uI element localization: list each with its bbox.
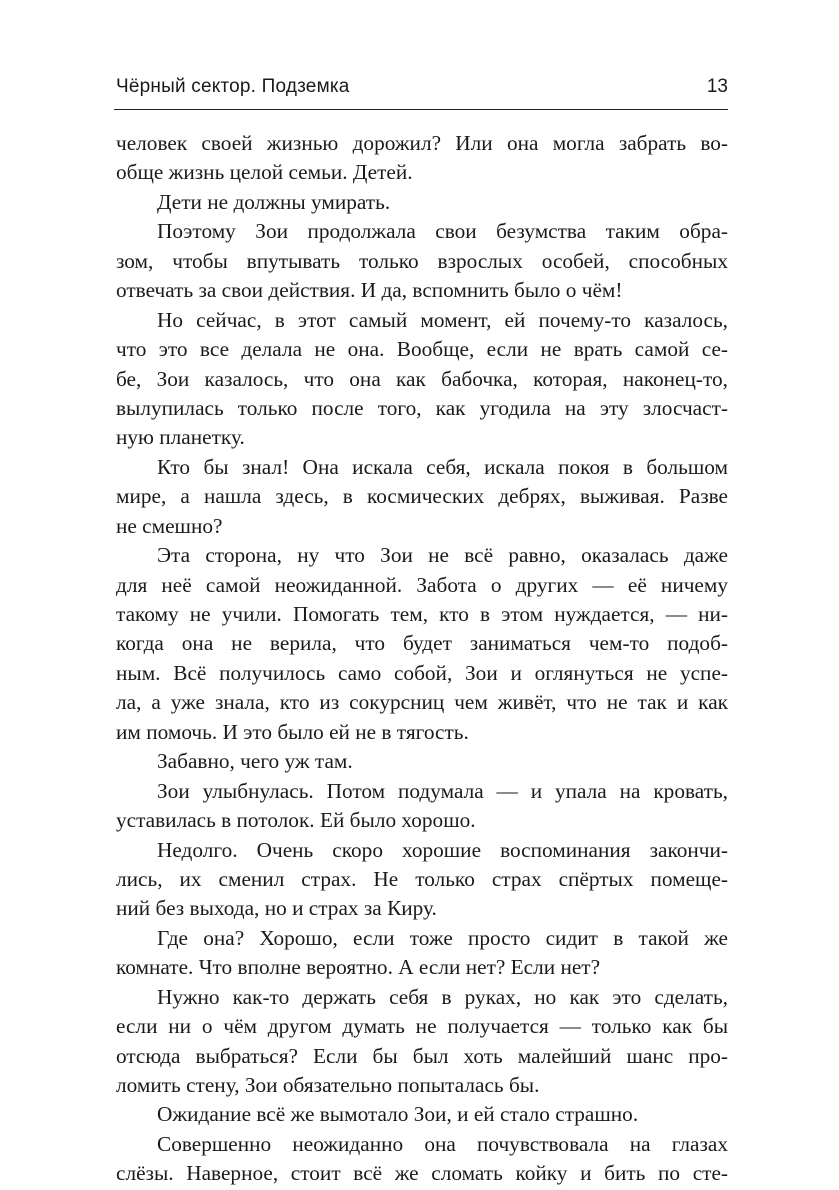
text-line: такому не учили. Помогать тем, кто в этом нуждается, — ни- xyxy=(116,602,728,626)
text-line: Где она? Хорошо, если тоже просто сидит в такой же xyxy=(157,925,728,950)
text-line: что это все делала не она. Вообще, если не врать самой се- xyxy=(116,337,728,362)
text-line: если ни о чём другом думать не получается — только как бы xyxy=(116,1014,728,1039)
text-line: комнате. Что вполне вероятно. А если нет? Если нет? xyxy=(116,955,601,980)
text-line: Ожидание всё же вымотало Зои, и ей стало страшно. xyxy=(157,1102,639,1127)
text-line: обще жизнь целой семьи. Детей. xyxy=(116,160,413,185)
text-line: Недолго. Очень скоро хорошие воспоминания закончи- xyxy=(157,837,728,862)
text-line: когда она не верила, что будет заниматься чем-то подоб- xyxy=(116,631,728,656)
text-line: им помочь. И это было ей не в тягость. xyxy=(116,719,469,744)
running-title: Чёрный сектор. Подземка xyxy=(116,76,350,97)
text-line: зом, чтобы впутывать только взрослых особей, способных xyxy=(116,248,728,273)
text-line: Но сейчас, в этот самый момент, ей почему-то казалось, xyxy=(157,307,728,332)
text-line: Зои улыбнулась. Потом подумала — и упала на кровать, xyxy=(157,778,728,803)
body-text xyxy=(116,129,728,1189)
text-line: лись, их сменил страх. Не только страх спёртых помеще- xyxy=(116,866,728,891)
page-number: 13 xyxy=(706,76,728,97)
text-line: не смешно? xyxy=(116,513,223,538)
text-line: Дети не должны умирать. xyxy=(157,189,391,214)
text-line: человек своей жизнью дорожил? Или она могла забрать во- xyxy=(116,131,728,155)
text-line: уставилась в потолок. Ей было хорошо. xyxy=(116,808,476,833)
running-header xyxy=(116,76,728,102)
text-line: ломить стену, Зои обязательно попыталась бы. xyxy=(116,1073,540,1097)
text-line: бе, Зои казалось, что она как бабочка, которая, наконец-то, xyxy=(116,366,728,391)
text-line: для неё самой неожиданной. Забота о других — её ничему xyxy=(116,572,728,597)
text-line: Совершенно неожиданно она почувствовала на глазах xyxy=(157,1131,728,1156)
text-line: Эта сторона, ну что Зои не всё равно, оказалась даже xyxy=(157,543,728,568)
text-line: ным. Всё получилось само собой, Зои и оглянуться не успе- xyxy=(116,660,728,685)
text-line: отсюда выбраться? Если бы был хоть малейший шанс про- xyxy=(116,1043,728,1068)
header-rule xyxy=(114,109,728,110)
text-line: отвечать за свои действия. И да, вспомнить было о чём! xyxy=(116,278,623,303)
text-line: слёзы. Наверное, стоит всё же сломать койку и бить по сте- xyxy=(116,1161,728,1186)
text-line: мире, а нашла здесь, в космических дебрях, выживая. Разве xyxy=(116,484,728,509)
text-line: Поэтому Зои продолжала свои безумства таким обра- xyxy=(157,219,728,244)
text-line: Кто бы знал! Она искала себя, искала покоя в большом xyxy=(157,454,728,479)
text-line: Забавно, чего уж там. xyxy=(157,749,353,774)
text-line: Нужно как-то держать себя в руках, но как это сделать, xyxy=(157,984,728,1009)
text-line: ную планетку. xyxy=(116,425,245,450)
text-line: ний без выхода, но и страх за Киру. xyxy=(116,896,437,921)
text-line: вылупилась только после того, как угодила на эту злосчаст- xyxy=(116,395,728,420)
text-line: ла, а уже знала, кто из сокурсниц чем живёт, что не так и как xyxy=(116,690,728,715)
